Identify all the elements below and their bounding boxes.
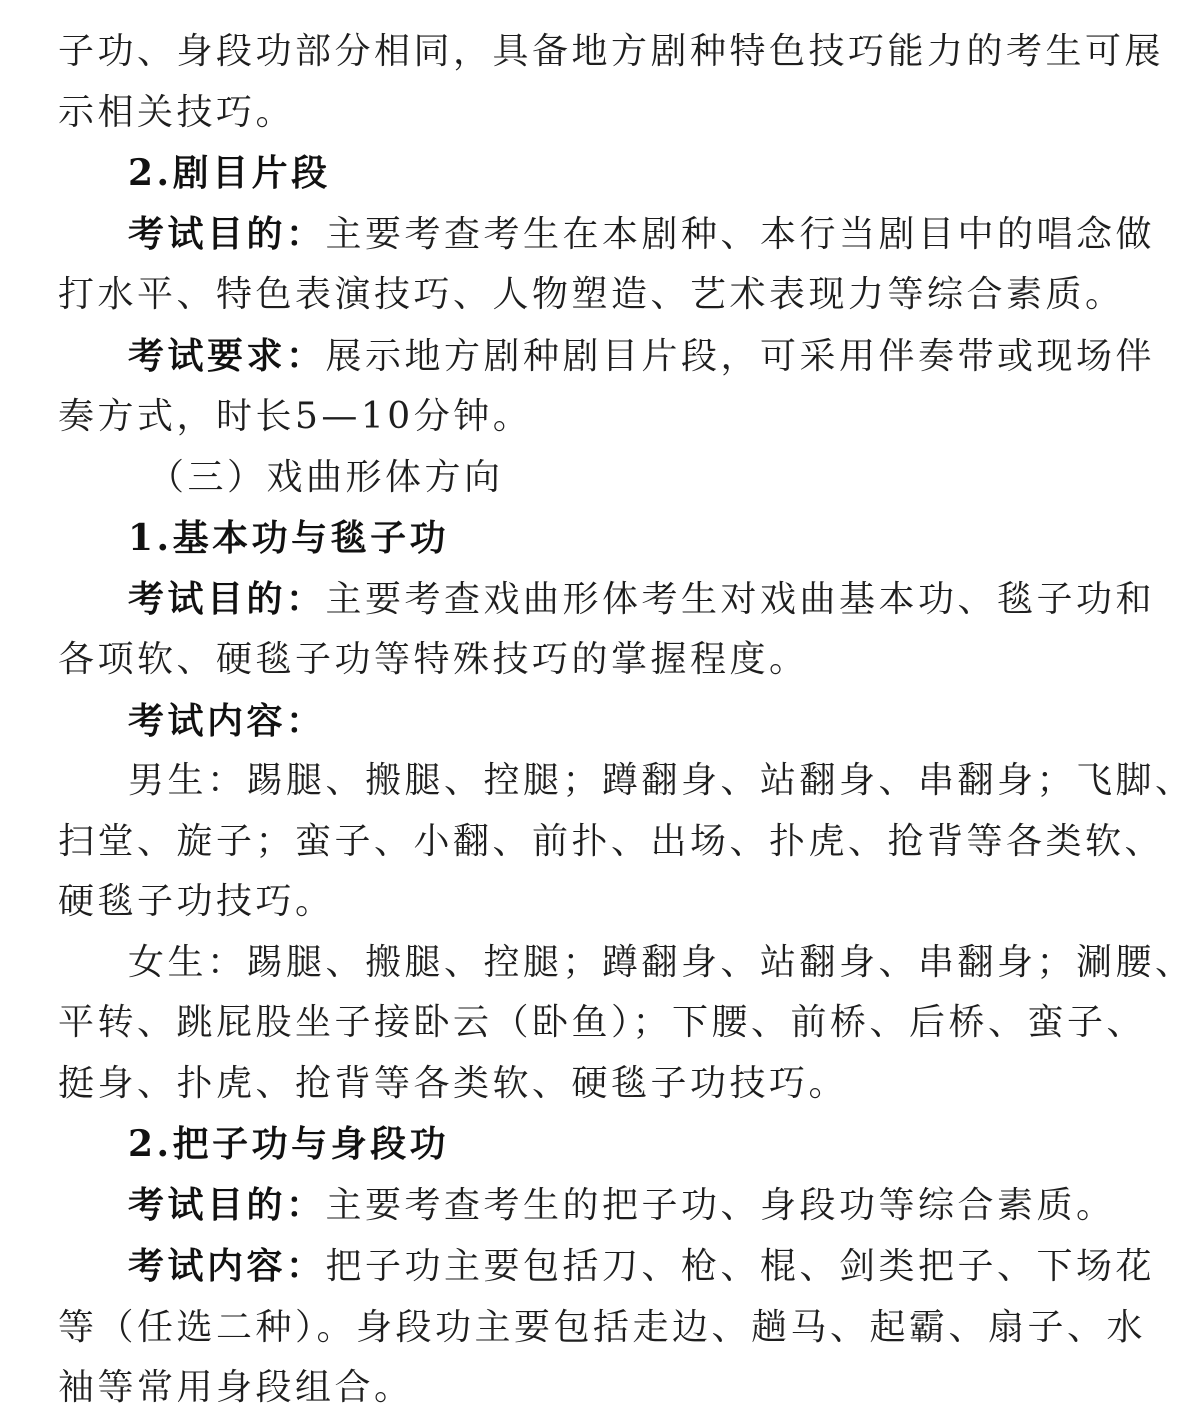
intro-paragraph-line: 示相关技巧。: [58, 91, 296, 133]
weapon-purpose-line: [58, 1175, 1116, 1237]
content-label: 考试内容：: [128, 699, 326, 742]
weapon-content-line: [58, 1236, 1156, 1298]
weapon-content-line: 等（任选二种）。身段功主要包括走边、趟马、起霸、扇子、水: [58, 1306, 1147, 1348]
purpose-label: 考试目的：: [128, 577, 326, 620]
purpose-text: 主要考查考生在本剧种、本行当剧目中的唱念做: [325, 213, 1156, 255]
repertoire-purpose-line: 打水平、特色表演技巧、人物塑造、艺术表现力等综合素质。: [58, 274, 1125, 315]
repertoire-requirement-line: [58, 326, 1156, 388]
male-content-line: 硬毯子功技巧。: [58, 881, 335, 922]
basic-purpose-line: [58, 569, 1156, 631]
male-content-line: 男生：踢腿、搬腿、控腿；蹲翻身、站翻身、串翻身；飞脚、: [128, 760, 1195, 801]
section-heading-basic-skills: 1.基本功与毯子功: [128, 517, 450, 559]
purpose-text: 主要考查戏曲形体考生对戏曲基本功、毯子功和: [325, 578, 1156, 620]
purpose-label: 考试目的：: [128, 212, 326, 255]
purpose-label: 考试目的：: [128, 1183, 326, 1226]
requirement-text: 展示地方剧种剧目片段，可采用伴奏带或现场伴: [325, 335, 1156, 377]
purpose-text: 主要考查考生的把子功、身段功等综合素质。: [325, 1184, 1116, 1226]
repertoire-purpose-line: [58, 204, 1156, 266]
intro-paragraph-line: 子功、身段功部分相同，具备地方剧种特色技巧能力的考生可展: [58, 31, 1165, 72]
part-heading-opera-body: （三）戏曲形体方向: [148, 456, 504, 498]
basic-purpose-line: 各项软、硬毯子功等特殊技巧的掌握程度。: [58, 639, 809, 680]
content-label: 考试内容：: [128, 1245, 326, 1287]
section-heading-weapon-skills: 2.把子功与身段功: [128, 1123, 450, 1165]
female-content-line: 挺身、扑虎、抢背等各类软、硬毯子功技巧。: [58, 1062, 849, 1104]
weapon-content-line: 袖等常用身段组合。: [58, 1367, 414, 1408]
male-content-line: 扫堂、旋子；蛮子、小翻、前扑、出场、扑虎、抢背等各类软、: [58, 820, 1165, 862]
female-content-line: 平转、跳屁股坐子接卧云（卧鱼）；下腰、前桥、后桥、蛮子、: [58, 1002, 1147, 1043]
section-heading-repertoire: 2.剧目片段: [128, 152, 331, 194]
requirement-label: 考试要求：: [128, 334, 326, 377]
female-content-line: 女生：踢腿、搬腿、控腿；蹲翻身、站翻身、串翻身；涮腰、: [128, 941, 1195, 983]
repertoire-requirement-line: 奏方式，时长5—10分钟。: [58, 396, 533, 437]
content-text: 把子功主要包括刀、枪、棍、剑类把子、下场花: [325, 1246, 1156, 1287]
